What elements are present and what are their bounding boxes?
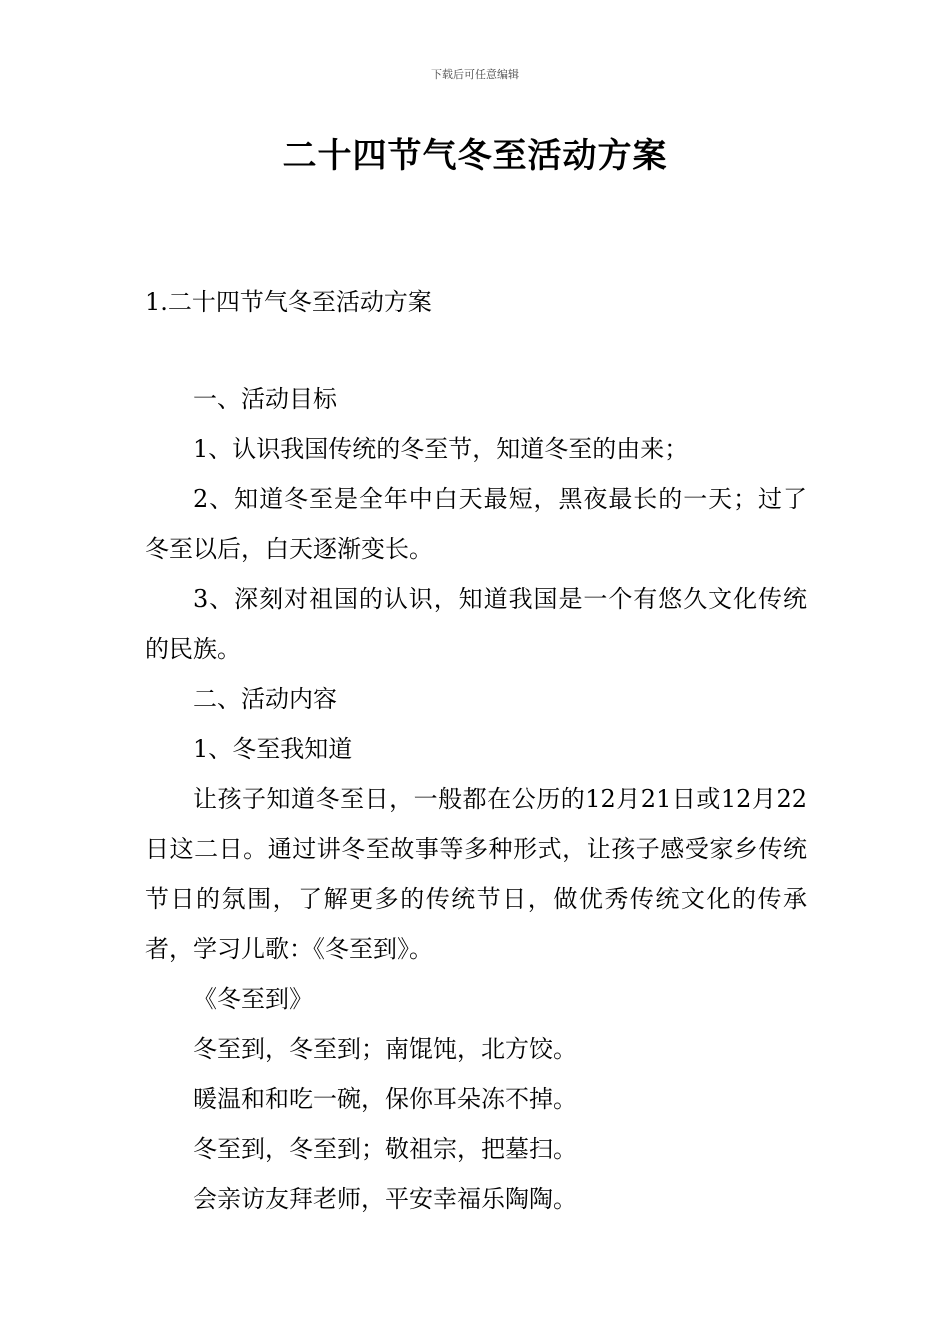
content-paragraph: 让孩子知道冬至日，一般都在公历的12月21日或12月22日这二日。通过讲冬至故事等多种形式，让孩子感受家乡传统节日的氛围，了解更多的传统节日，做优秀传统文化的传承者，学习儿歌：《冬至到》。 <box>145 785 807 963</box>
document-title: 二十四节气冬至活动方案 <box>282 136 668 176</box>
document-body <box>145 374 807 1224</box>
song-title: 《冬至到》 <box>193 985 313 1013</box>
content-item-1: 1、冬至我知道 <box>193 735 353 763</box>
header-note: 下载后可任意编辑 <box>431 68 519 81</box>
song-line-4: 会亲访友拜老师，平安幸福乐陶陶。 <box>193 1185 577 1213</box>
heading-activity-goals: 一、活动目标 <box>193 385 337 413</box>
heading-activity-content: 二、活动内容 <box>193 685 337 713</box>
goal-item-1: 1、认识我国传统的冬至节，知道冬至的由来； <box>193 435 689 463</box>
goal-item-2: 2、知道冬至是全年中白天最短，黑夜最长的一天；过了冬至以后，白天逐渐变长。 <box>145 485 807 563</box>
song-line-3: 冬至到，冬至到；敬祖宗，把墓扫。 <box>193 1135 577 1163</box>
document-subtitle: 1.二十四节气冬至活动方案 <box>145 288 432 316</box>
song-line-2: 暖温和和吃一碗，保你耳朵冻不掉。 <box>193 1085 577 1113</box>
goal-item-3: 3、深刻对祖国的认识，知道我国是一个有悠久文化传统的民族。 <box>145 585 807 663</box>
song-line-1: 冬至到，冬至到；南馄饨，北方饺。 <box>193 1035 577 1063</box>
